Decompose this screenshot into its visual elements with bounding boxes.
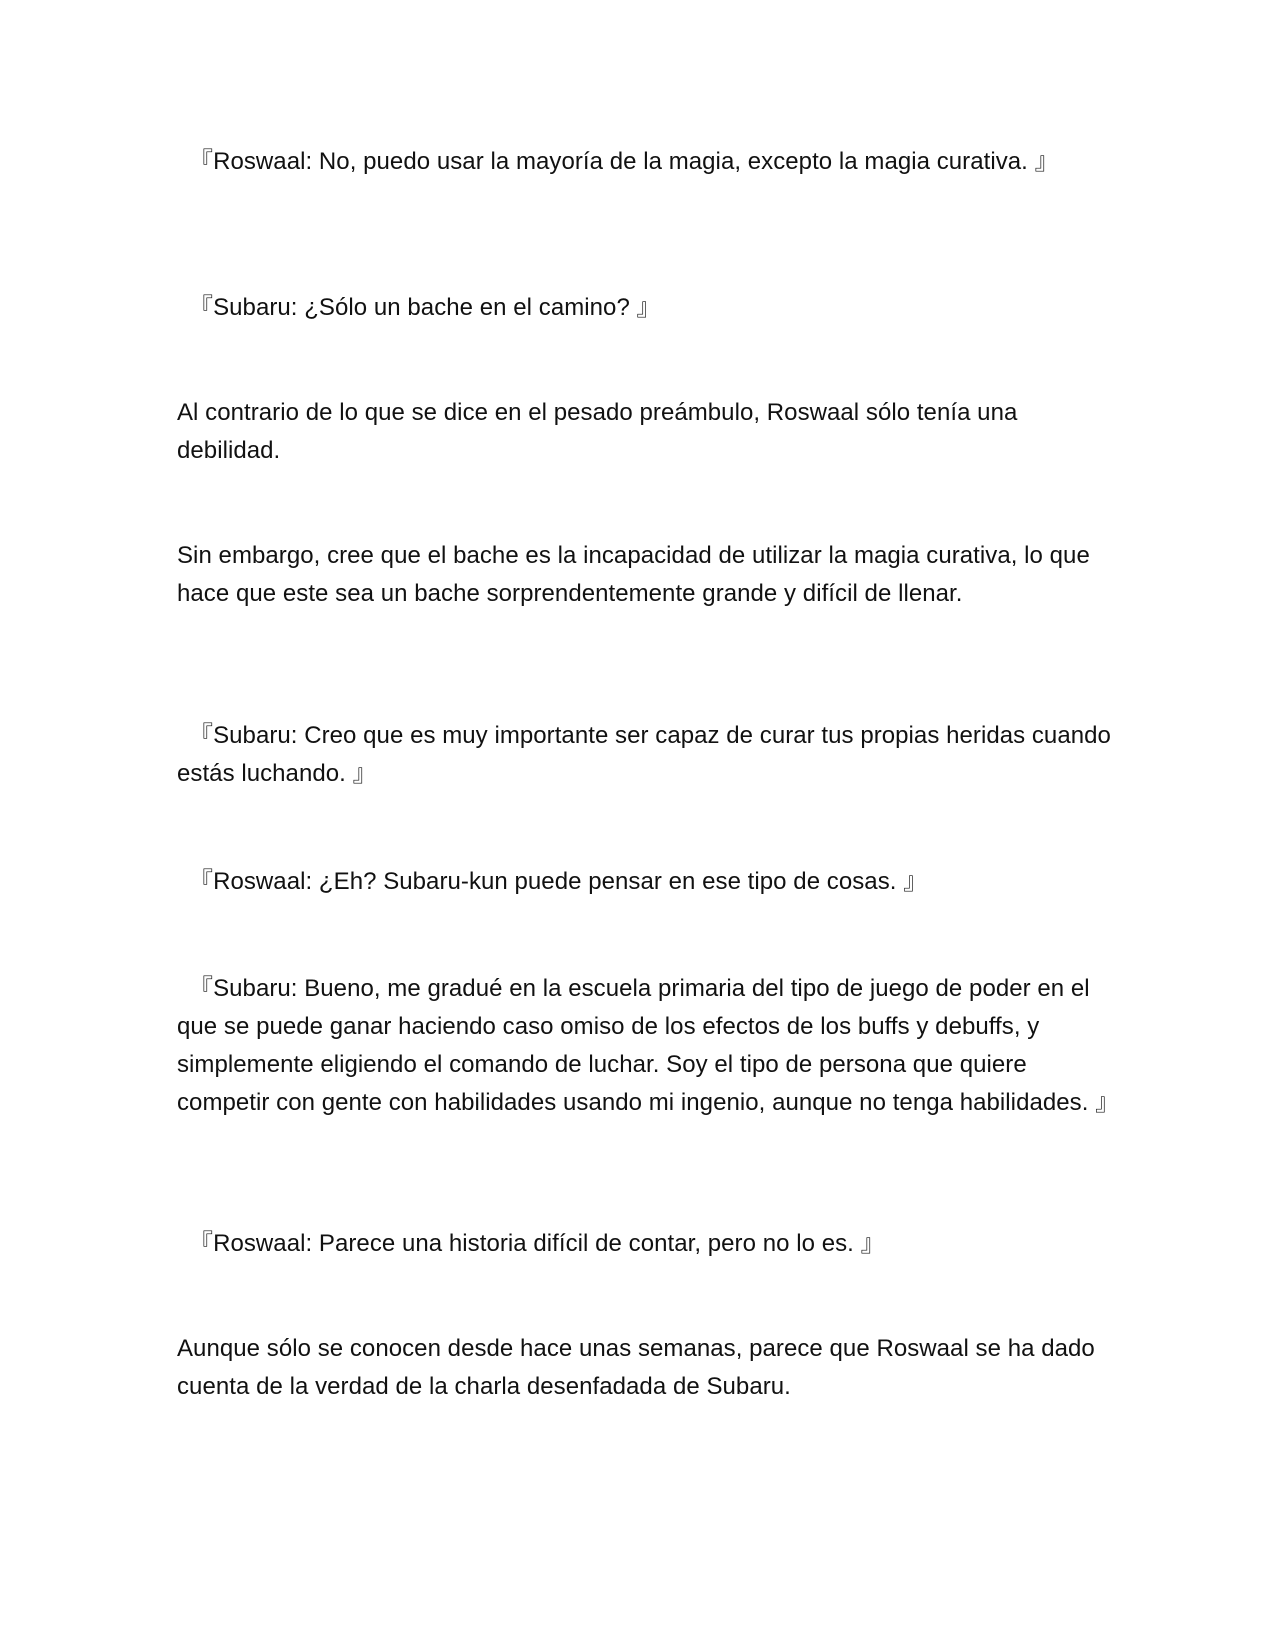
dialogue-paragraph: 『Roswaal: Parece una historia difícil de contar, pero no lo es. 』 bbox=[177, 1230, 885, 1257]
dialogue-paragraph: 『Subaru: ¿Sólo un bache en el camino? 』 bbox=[177, 294, 661, 321]
narration-paragraph: Al contrario de lo que se dice en el pesado preámbulo, Roswaal sólo tenía una debilidad. bbox=[177, 399, 1018, 464]
narration-paragraph: Aunque sólo se conocen desde hace unas semanas, parece que Roswaal se ha dado cuenta de la verdad de la charla desenfadada de Subaru. bbox=[177, 1335, 1095, 1400]
dialogue-paragraph: 『Roswaal: No, puedo usar la mayoría de la magia, excepto la magia curativa. 』 bbox=[177, 148, 1059, 175]
dialogue-paragraph: 『Subaru: Creo que es muy importante ser capaz de curar tus propias heridas cuando estás luchando. 』 bbox=[177, 722, 1111, 787]
narration-paragraph: Sin embargo, cree que el bache es la incapacidad de utilizar la magia curativa, lo que hace que este sea un bache sorprendentemente grande y difícil de llenar. bbox=[177, 542, 1090, 607]
dialogue-paragraph: 『Subaru: Bueno, me gradué en la escuela primaria del tipo de juego de poder en el que se puede ganar haciendo caso omiso de los efectos de los buffs y debuffs, y simplemente eligiendo el comando de luchar. Soy el tipo de persona que quiere competir con gente con habilidades usando mi ingenio, aunque no tenga habilidades. 』 bbox=[177, 975, 1120, 1116]
dialogue-paragraph: 『Roswaal: ¿Eh? Subaru-kun puede pensar en ese tipo de cosas. 』 bbox=[177, 868, 928, 895]
